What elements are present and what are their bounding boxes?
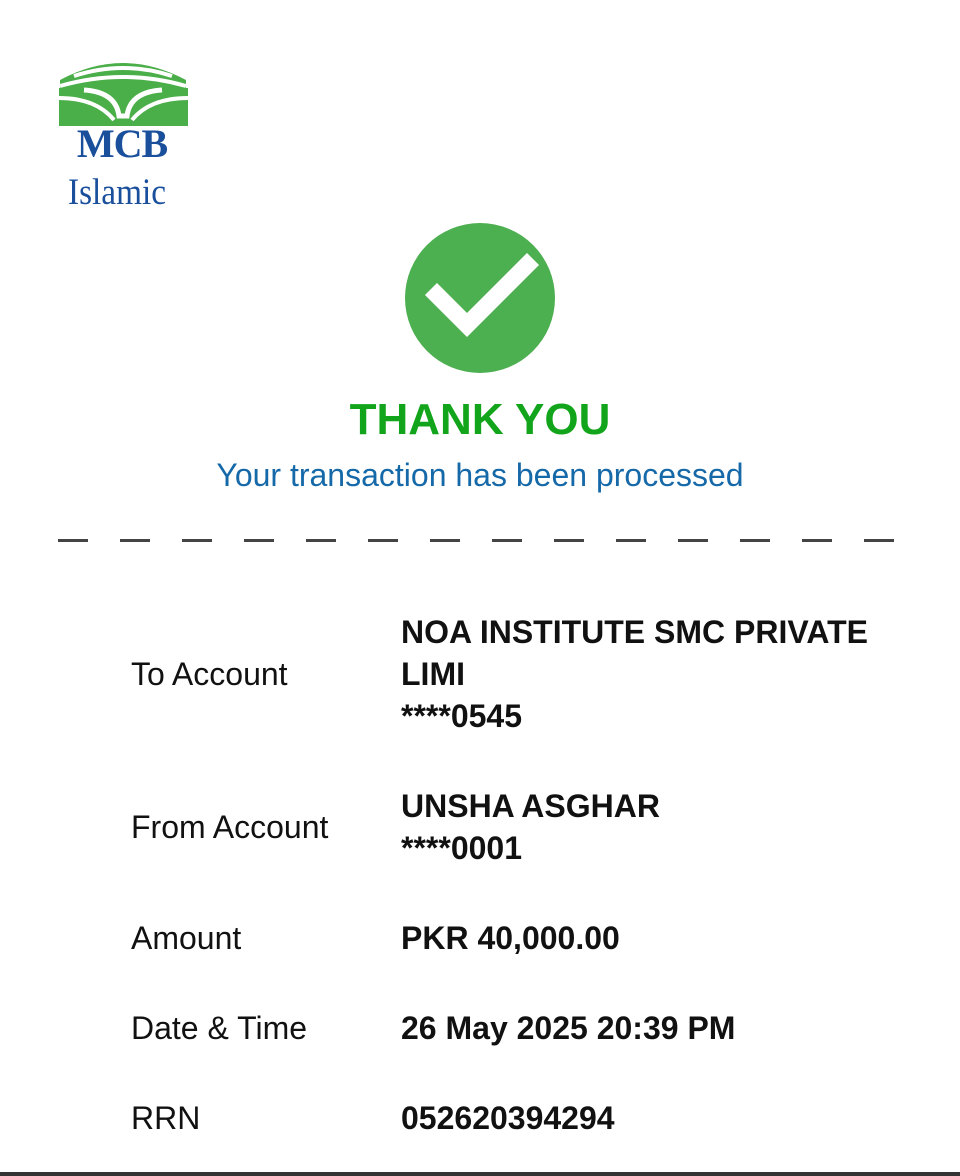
bottom-border — [0, 1172, 960, 1176]
date-time-label: Date & Time — [131, 1010, 308, 1046]
thank-you-title: THANK YOU — [349, 395, 611, 444]
dashed-divider — [58, 539, 903, 542]
from-account-value — [401, 785, 921, 869]
transaction-status-message: Your transaction has been processed — [216, 457, 744, 493]
to-account-number: ****0545 — [401, 698, 522, 734]
checkmark-icon — [405, 223, 555, 373]
amount-value: PKR 40,000.00 — [401, 920, 620, 956]
from-account-label: From Account — [131, 809, 329, 845]
to-account-value — [401, 611, 921, 737]
rrn-value: 052620394294 — [401, 1100, 615, 1136]
from-account-name: UNSHA ASGHAR — [401, 788, 660, 824]
mcb-islamic-logo — [56, 60, 192, 213]
logo-islamic-text: Islamic — [68, 172, 167, 213]
to-account-name-line1: NOA INSTITUTE SMC PRIVATE — [401, 614, 868, 650]
to-account-label: To Account — [131, 656, 288, 692]
logo-emblem-icon — [56, 60, 190, 126]
rrn-label: RRN — [131, 1100, 201, 1136]
from-account-number: ****0001 — [401, 830, 522, 866]
to-account-name-line2: LIMI — [401, 656, 465, 692]
logo-mcb-text: MCB — [76, 121, 168, 166]
amount-label: Amount — [131, 920, 242, 956]
date-time-value: 26 May 2025 20:39 PM — [401, 1010, 736, 1046]
